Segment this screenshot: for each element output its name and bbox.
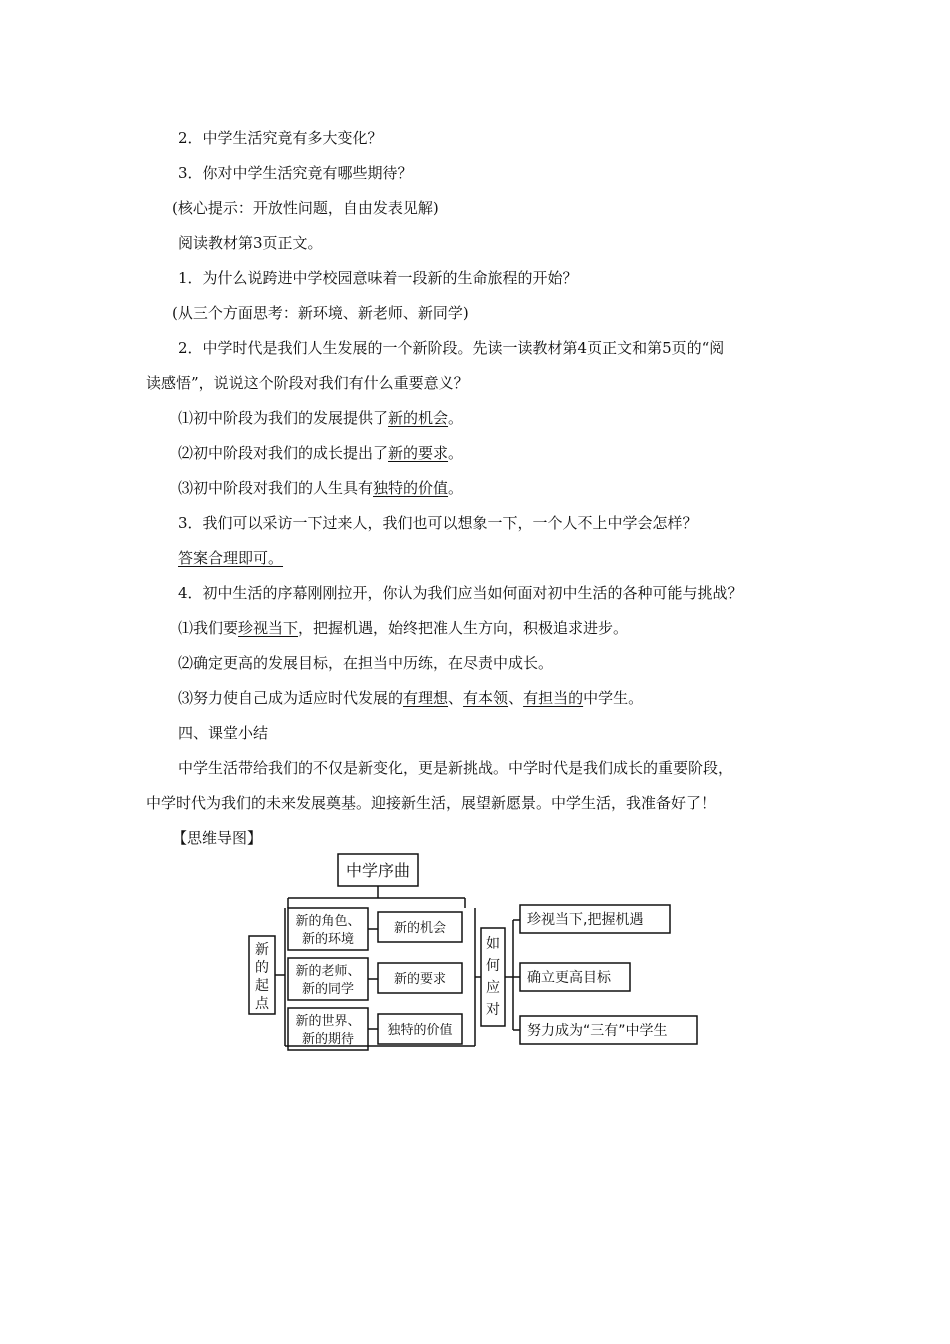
root-label: 中学序曲 bbox=[345, 861, 411, 880]
strategy-3-answer-2: 有本领 bbox=[463, 689, 509, 707]
reading-question-3-answer: 答案合理即可。 bbox=[178, 549, 284, 567]
left-item-1-line-1: 新的角色、 bbox=[295, 914, 361, 929]
reading-question-1-hint: (从三个方面思考：新环境、新老师、新同学) bbox=[172, 304, 469, 322]
strategy-1-answer: 珍视当下 bbox=[238, 619, 299, 637]
middle-item-3: 独特的价值 bbox=[387, 1023, 453, 1038]
right-label-char-4: 对 bbox=[486, 1002, 500, 1018]
reading-question-3: 3．我们可以采访一下过来人，我们也可以想象一下，一个人不上中学会怎样？ bbox=[178, 514, 698, 532]
left-item-2-line-2: 新的同学 bbox=[301, 982, 355, 997]
right-label-char-3: 应 bbox=[486, 980, 500, 996]
point-2-answer: 新的要求 bbox=[388, 444, 449, 462]
left-item-2-line-1: 新的老师、 bbox=[295, 964, 361, 979]
left-label-char-2: 的 bbox=[255, 960, 269, 976]
mind-map bbox=[245, 850, 705, 1064]
strategy-3-answer-3: 有担当的 bbox=[523, 689, 584, 707]
left-item-3-line-1: 新的世界、 bbox=[295, 1014, 361, 1029]
left-label-char-4: 点 bbox=[255, 996, 269, 1012]
left-label-char-3: 起 bbox=[255, 978, 269, 994]
right-label-char-2: 何 bbox=[486, 958, 500, 974]
core-hint: (核心提示：开放性问题，自由发表见解) bbox=[172, 199, 439, 217]
right-item-1: 珍视当下,把握机遇 bbox=[527, 912, 644, 928]
left-item-1-line-2: 新的环境 bbox=[301, 932, 355, 947]
summary-line-1: 中学生活带给我们的不仅是新变化，更是新挑战。中学时代是我们成长的重要阶段， bbox=[178, 759, 734, 777]
middle-item-2: 新的要求 bbox=[393, 972, 447, 987]
reading-question-1: 1．为什么说跨进中学校园意味着一段新的生命旅程的开始？ bbox=[178, 269, 578, 287]
point-1-answer: 新的机会 bbox=[388, 409, 449, 427]
point-2: ⑵初中阶段对我们的成长提出了新的要求。 bbox=[178, 444, 464, 462]
right-item-3: 努力成为“三有”中学生 bbox=[527, 1023, 668, 1039]
mind-map-heading: 【思维导图】 bbox=[172, 829, 263, 847]
middle-item-1: 新的机会 bbox=[393, 921, 447, 936]
reading-instruction: 阅读教材第3页正文。 bbox=[178, 234, 323, 252]
strategy-1: ⑴我们要珍视当下，把握机遇，始终把准人生方向，积极追求进步。 bbox=[178, 619, 629, 637]
strategy-3: ⑶努力使自己成为适应时代发展的有理想、有本领、有担当的中学生。 bbox=[178, 689, 644, 707]
left-item-3-line-2: 新的期待 bbox=[301, 1032, 355, 1047]
section-heading-summary: 四、课堂小结 bbox=[178, 724, 269, 742]
reading-question-2-line-1: 2．中学时代是我们人生发展的一个新阶段。先读一读教材第4页正文和第5页的“阅 bbox=[178, 339, 725, 357]
right-item-2: 确立更高目标 bbox=[527, 970, 611, 986]
point-3-answer: 独特的价值 bbox=[373, 479, 449, 497]
right-label-char-1: 如 bbox=[486, 936, 500, 952]
reading-question-2-line-2: 读感悟”，说说这个阶段对我们有什么重要意义？ bbox=[146, 374, 469, 392]
question-3: 3．你对中学生活究竟有哪些期待？ bbox=[178, 164, 413, 182]
point-3: ⑶初中阶段对我们的人生具有独特的价值。 bbox=[178, 479, 464, 497]
reading-question-4: 4．初中生活的序幕刚刚拉开，你认为我们应当如何面对初中生活的各种可能与挑战？ bbox=[178, 584, 743, 602]
strategy-2: ⑵确定更高的发展目标，在担当中历练，在尽责中成长。 bbox=[178, 654, 554, 672]
point-1: ⑴初中阶段为我们的发展提供了新的机会。 bbox=[178, 409, 464, 427]
question-2: 2．中学生活究竟有多大变化？ bbox=[178, 129, 383, 147]
summary-line-2: 中学时代为我们的未来发展奠基。迎接新生活，展望新愿景。中学生活，我准备好了！ bbox=[146, 794, 717, 812]
left-label-char-1: 新 bbox=[255, 942, 269, 958]
strategy-3-answer-1: 有理想 bbox=[403, 689, 449, 707]
